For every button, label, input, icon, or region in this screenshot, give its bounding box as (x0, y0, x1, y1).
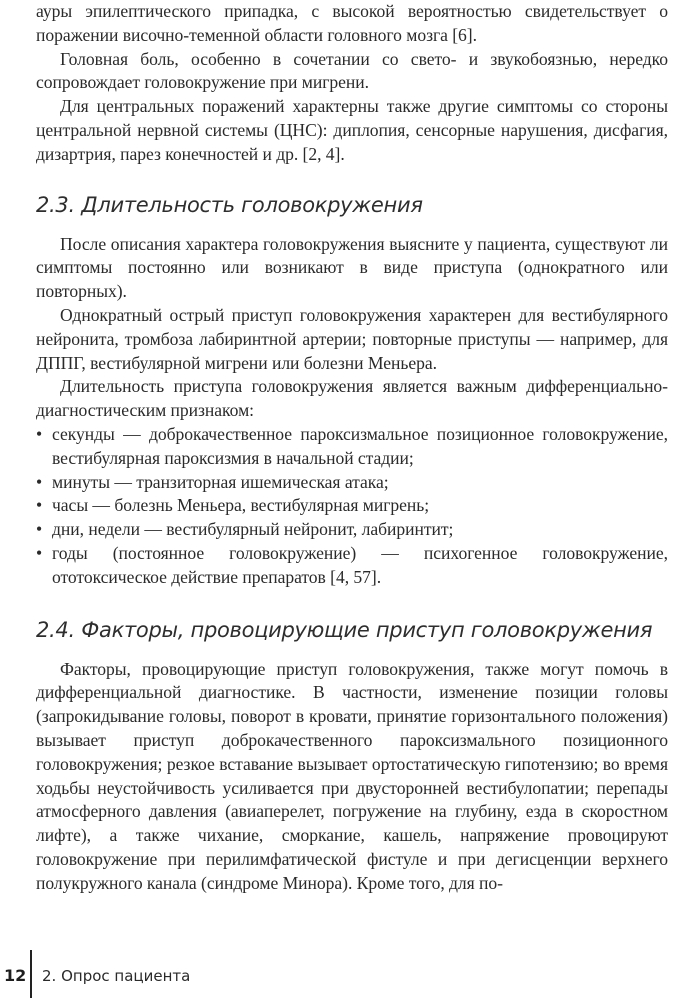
bullet-icon: • (36, 495, 43, 516)
list-item-text: дни, недели — вестибулярный нейронит, лабиринтит; (52, 519, 454, 540)
section-heading-2-4: 2.4. Факторы, провоцирующие приступ головокружения (36, 617, 653, 642)
list-item-text: минуты — транзиторная ишемическая атака; (52, 471, 389, 492)
bullet-icon: • (36, 471, 43, 492)
list-item-text: часы — болезнь Меньера, вестибулярная мигрень; (52, 495, 430, 516)
list-item (36, 423, 668, 471)
list-item-text: годы (постоянное головокружение) — психогенное головокружение, ототоксическое действие препаратов [4, 57]. (52, 542, 668, 587)
list-item-text: секунды — доброкачественное пароксизмальное позиционное головокружение, вестибулярная пароксизмия в начальной стадии; (52, 423, 668, 468)
page-footer (0, 950, 674, 990)
page-body (36, 0, 668, 896)
paragraph-headache: Головная боль, особенно в сочетании со свето- и звукобоязнью, нередко сопровождает головокружение при мигрени. (36, 48, 668, 93)
chapter-title: 2. Опрос пациента (42, 967, 191, 985)
page-number: 12 (4, 966, 27, 985)
footer-divider (30, 950, 32, 998)
paragraph-central-symptoms: Для центральных поражений характерны также другие симптомы со стороны центральной нервной системы (ЦНС): диплопия, сенсорные нарушения, дисфагия, дизартрия, парез конечностей и др. [2, 4]. (36, 96, 668, 164)
list-item (36, 494, 668, 518)
paragraph-single-attack: Однократный острый приступ головокружения характерен для вестибулярного нейронита, тромбоза лабиринтной артерии; повторные приступы — например, для ДППГ, вестибулярной мигрени или болезни Меньера. (36, 304, 668, 373)
duration-list (36, 423, 668, 590)
paragraph-provoking-factors: Факторы, провоцирующие приступ головокружения, также могут помочь в дифференциальной диагностике. В частности, изменение позиции головы (запрокидывание головы, поворот в кровати, принятие горизонтального положения) вызывает приступ доброкачественного пароксизмального позиционного головокружения; резкое вставание вызывает ортостатическую гипотензию; во время ходьбы неустойчивость усиливается при двусторонней вестибулопатии; перепады атмосферного давления (авиаперелет, погружение на глубину, езда в скоростном лифте), а также чихание, сморкание, кашель, напряжение провоцируют головокружение при перилимфатической фистуле и при дегисценции верхнего полукружного канала (синдроме Минора). Кроме того, для по- (36, 658, 668, 893)
list-item (36, 471, 668, 495)
list-item (36, 542, 668, 590)
section-heading-2-3: 2.3. Длительность головокружения (36, 192, 423, 217)
paragraph-duration-intro: После описания характера головокружения выясните у пациента, существуют ли симптомы постоянно или возникают в виде приступа (однократного или повторных). (36, 233, 668, 302)
bullet-icon: • (36, 542, 43, 563)
paragraph-duration-sign: Длительность приступа головокружения является важным дифференциально-диагностическим признаком: (36, 376, 668, 421)
paragraph-aura: ауры эпилептического припадка, с высокой вероятностью свидетельствует о поражении височно-теменной области головного мозга [6]. (36, 1, 668, 45)
bullet-icon: • (36, 423, 43, 444)
bullet-icon: • (36, 519, 43, 540)
list-item (36, 518, 668, 542)
